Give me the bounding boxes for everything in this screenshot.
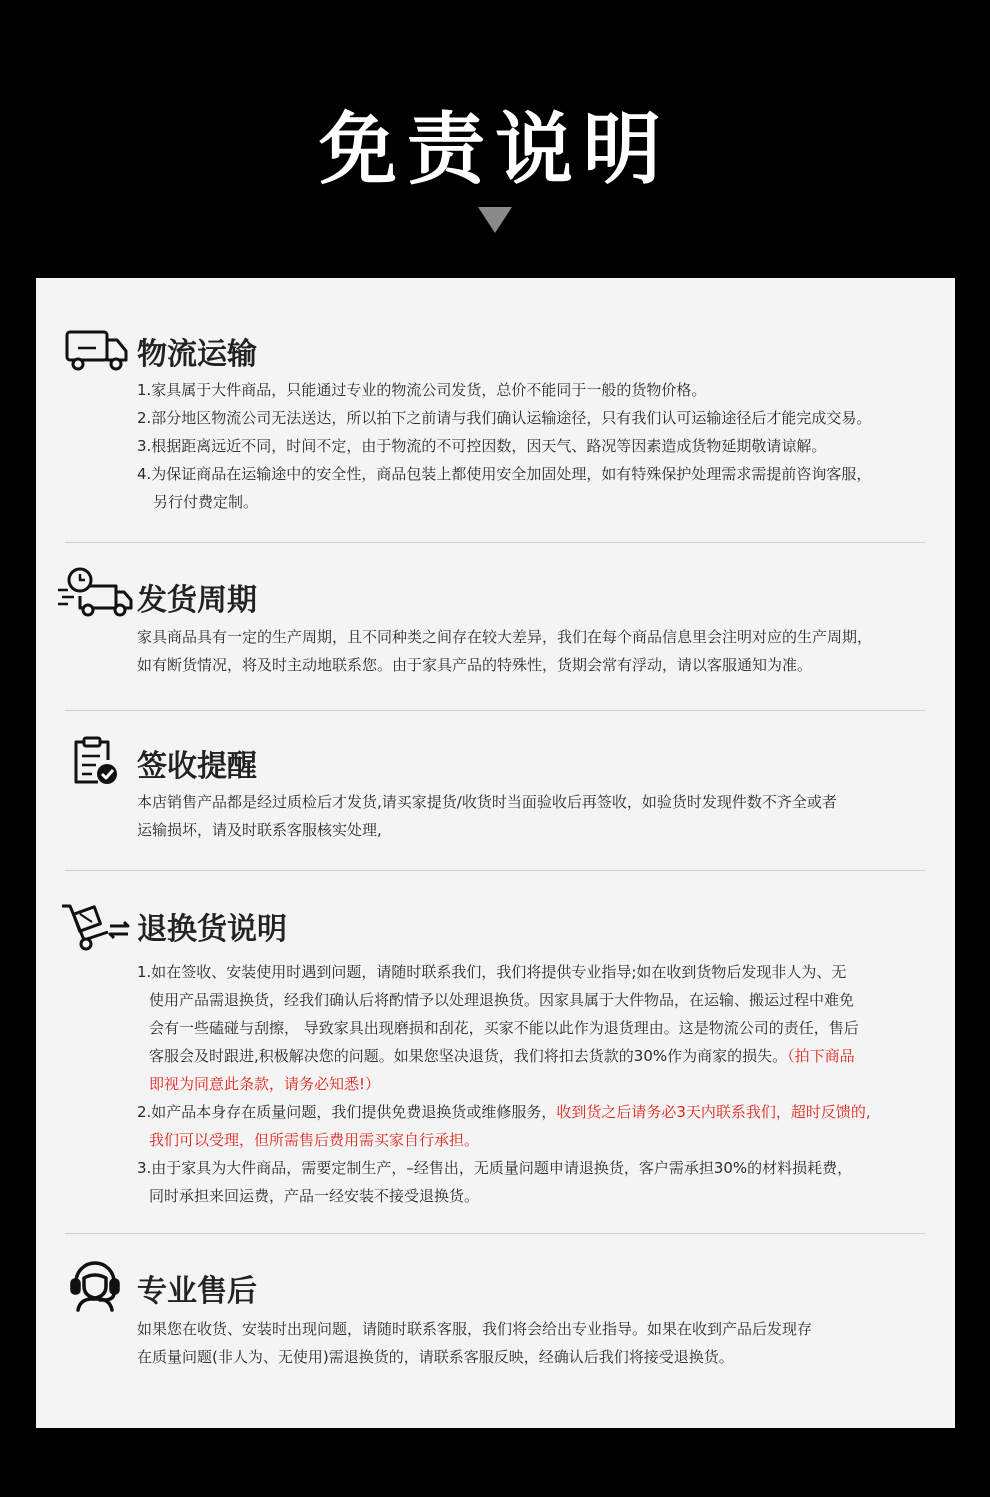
list-item xyxy=(137,1098,927,1126)
list-item: 本店销售产品都是经过质检后才发货,请买家提货/收货时当面验收后再签收，如验货时发现件数不齐全或者 xyxy=(137,793,837,811)
list-item: 会有一些磕碰与刮擦， 导致家具出现磨损和刮花，买家不能以此作为退货理由。这是物流公司的责任，售后 xyxy=(149,1019,859,1037)
text-segment: 客服会及时跟进,积极解决您的问题。如果您坚决退货，我们将扣去货款的30%作为商家的损失。 xyxy=(149,1047,788,1065)
list-item: 另行付费定制。 xyxy=(153,493,259,511)
hand-truck-exchange-icon xyxy=(60,900,132,952)
warning-text: 即视为同意此条款，请务必知悉!） xyxy=(149,1075,381,1093)
section-body xyxy=(137,623,927,679)
list-item: 3.由于家具为大件商品，需要定制生产，–经售出，无质量问题申请退换货，客户需承担30%的材料损耗费， xyxy=(137,1159,853,1177)
divider xyxy=(65,710,925,711)
divider xyxy=(65,542,925,543)
clock-truck-icon xyxy=(54,566,134,618)
list-item: 1.如在签收、安装使用时遇到问题，请随时联系我们，我们将提供专业指导;如在收到货物后发现非人为、无 xyxy=(137,963,847,981)
list-item: 在质量问题(非人为、无使用)需退换货的，请联系客服反映，经确认后我们将接受退换货。 xyxy=(137,1348,734,1366)
section-title: 物流运输 xyxy=(137,337,257,372)
section-body xyxy=(137,958,927,1210)
section-title: 发货周期 xyxy=(137,583,257,618)
page-title: 免责说明 xyxy=(318,105,671,195)
list-item: 家具商品具有一定的生产周期，且不同种类之间存在较大差异，我们在每个商品信息里会注明对应的生产周期， xyxy=(137,628,873,646)
warning-text: （拍下商品 xyxy=(787,1047,855,1065)
section-title: 专业售后 xyxy=(137,1274,257,1309)
divider xyxy=(65,870,925,871)
truck-icon xyxy=(64,326,130,374)
list-item: 使用产品需退换货，经我们确认后将酌情予以处理退换货。因家具属于大件物品，在运输、搬运过程中难免 xyxy=(149,991,855,1009)
list-item: 同时承担来回运费，产品一经安装不接受退换货。 xyxy=(149,1187,480,1205)
customer-service-icon xyxy=(70,1256,120,1312)
section-body xyxy=(137,1315,927,1371)
list-item: 4.为保证商品在运输途中的安全性，商品包装上都使用安全加固处理，如有特殊保护处理需求需提前咨询客服， xyxy=(137,465,872,483)
list-item: 如果您在收货、安装时出现问题，请随时联系客服，我们将会给出专业指导。如果在收到产品后发现存 xyxy=(137,1320,813,1338)
warning-text: 收到货之后请务必3天内联系我们，超时反馈的, xyxy=(556,1103,871,1121)
section-title: 退换货说明 xyxy=(137,912,287,947)
divider xyxy=(65,1233,925,1234)
section-title: 签收提醒 xyxy=(137,749,257,784)
list-item xyxy=(137,1042,927,1070)
warning-text: 我们可以受理，但所需售后费用需买家自行承担。 xyxy=(149,1131,480,1149)
text-segment: 2.如产品本身存在质量问题，我们提供免费退换货或维修服务， xyxy=(137,1103,557,1121)
list-item: 1.家具属于大件商品，只能通过专业的物流公司发货，总价不能同于一般的货物价格。 xyxy=(137,381,707,399)
section-body xyxy=(137,376,927,516)
list-item: 3.根据距离远近不同，时间不定，由于物流的不可控因数，因天气、路况等因素造成货物延期敬请谅解。 xyxy=(137,437,827,455)
list-item: 如有断货情况，将及时主动地联系您。由于家具产品的特殊性，货期会常有浮动，请以客服通知为准。 xyxy=(137,656,813,674)
list-item: 运输损坏，请及时联系客服核实处理, xyxy=(137,821,382,839)
disclaimer-panel xyxy=(36,278,955,1428)
down-arrow-icon xyxy=(478,207,512,233)
list-item: 2.部分地区物流公司无法送达，所以拍下之前请与我们确认运输途径，只有我们认可运输途径后才能完成交易。 xyxy=(137,409,872,427)
section-body xyxy=(137,788,927,844)
clipboard-check-icon xyxy=(72,736,120,786)
